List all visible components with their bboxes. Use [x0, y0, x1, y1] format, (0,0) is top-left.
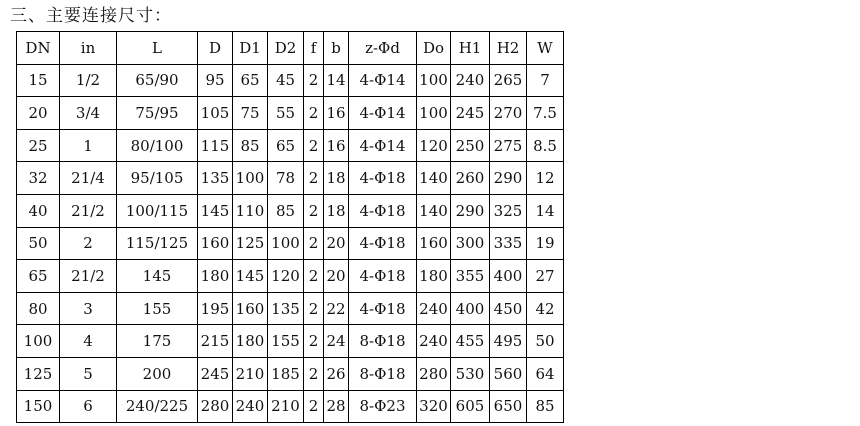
table-cell: 1 [60, 129, 117, 162]
table-cell: 145 [233, 260, 268, 293]
table-cell: 155 [268, 325, 304, 358]
table-cell: 275 [490, 129, 527, 162]
table-cell: 240 [417, 292, 451, 325]
table-cell: 2 [304, 97, 324, 130]
table-cell: 18 [324, 194, 349, 227]
table-cell: 14 [527, 194, 564, 227]
table-cell: 4-Φ18 [349, 292, 417, 325]
table-cell: 185 [268, 357, 304, 390]
header-row [17, 32, 564, 65]
table-cell: 22 [324, 292, 349, 325]
table-cell: 160 [417, 227, 451, 260]
table-cell: 8-Φ18 [349, 325, 417, 358]
table-cell: 100 [417, 64, 451, 97]
table-cell: 75 [233, 97, 268, 130]
table-cell: 125 [233, 227, 268, 260]
table-cell: 100 [17, 325, 60, 358]
table-cell: 80/100 [117, 129, 198, 162]
table-cell: 115/125 [117, 227, 198, 260]
table-cell: 150 [17, 390, 60, 423]
table-cell: 210 [233, 357, 268, 390]
table-cell: 55 [268, 97, 304, 130]
table-cell: 65 [17, 260, 60, 293]
table-cell: 25 [17, 129, 60, 162]
table-cell: 2 [304, 390, 324, 423]
table-cell: 26 [324, 357, 349, 390]
table-cell: 240/225 [117, 390, 198, 423]
table-cell: 120 [417, 129, 451, 162]
table-cell: 400 [490, 260, 527, 293]
table-cell: 2 [304, 357, 324, 390]
column-header: W [527, 32, 564, 65]
table-cell: 2 [304, 227, 324, 260]
column-header: DN [17, 32, 60, 65]
table-cell: 100 [233, 162, 268, 195]
table-cell: 16 [324, 97, 349, 130]
table-row [17, 129, 564, 162]
table-row [17, 162, 564, 195]
table-cell: 2 [304, 260, 324, 293]
table-cell: 75/95 [117, 97, 198, 130]
table-cell: 85 [527, 390, 564, 423]
table-cell: 20 [324, 227, 349, 260]
table-cell: 240 [451, 64, 490, 97]
table-cell: 3 [60, 292, 117, 325]
table-cell: 4 [60, 325, 117, 358]
table-row [17, 194, 564, 227]
table-cell: 42 [527, 292, 564, 325]
table-body [17, 32, 564, 423]
table-row [17, 227, 564, 260]
table-cell: 4-Φ14 [349, 64, 417, 97]
table-cell: 100 [268, 227, 304, 260]
table-cell: 50 [527, 325, 564, 358]
table-cell: 245 [198, 357, 233, 390]
table-cell: 325 [490, 194, 527, 227]
column-header: Do [417, 32, 451, 65]
table-cell: 335 [490, 227, 527, 260]
table-cell: 16 [324, 129, 349, 162]
table-cell: 2 [304, 194, 324, 227]
table-cell: 3/4 [60, 97, 117, 130]
table-cell: 95 [198, 64, 233, 97]
table-cell: 320 [417, 390, 451, 423]
table-cell: 19 [527, 227, 564, 260]
column-header: H2 [490, 32, 527, 65]
table-cell: 160 [233, 292, 268, 325]
table-cell: 28 [324, 390, 349, 423]
table-cell: 180 [233, 325, 268, 358]
table-row [17, 97, 564, 130]
table-cell: 180 [198, 260, 233, 293]
column-header: b [324, 32, 349, 65]
table-cell: 2 [304, 64, 324, 97]
table-cell: 560 [490, 357, 527, 390]
table-cell: 8.5 [527, 129, 564, 162]
table-row [17, 325, 564, 358]
table-cell: 40 [17, 194, 60, 227]
table-cell: 7 [527, 64, 564, 97]
table-row [17, 64, 564, 97]
table-cell: 20 [17, 97, 60, 130]
table-cell: 110 [233, 194, 268, 227]
table-cell: 290 [490, 162, 527, 195]
section-heading: 三、主要连接尺寸： [10, 6, 172, 26]
table-cell: 50 [17, 227, 60, 260]
table-cell: 100/115 [117, 194, 198, 227]
table-cell: 355 [451, 260, 490, 293]
table-cell: 115 [198, 129, 233, 162]
table-cell: 280 [198, 390, 233, 423]
table-cell: 2 [304, 129, 324, 162]
table-cell: 140 [417, 194, 451, 227]
table-cell: 450 [490, 292, 527, 325]
table-cell: 145 [198, 194, 233, 227]
connection-dimensions-table [16, 31, 564, 423]
table-cell: 135 [198, 162, 233, 195]
column-header: z-Φd [349, 32, 417, 65]
table-cell: 120 [268, 260, 304, 293]
table-cell: 270 [490, 97, 527, 130]
column-header: f [304, 32, 324, 65]
table-cell: 95/105 [117, 162, 198, 195]
table-cell: 2 [60, 227, 117, 260]
table-cell: 100 [417, 97, 451, 130]
table-cell: 2 [304, 325, 324, 358]
table-cell: 180 [417, 260, 451, 293]
table-cell: 280 [417, 357, 451, 390]
table-cell: 140 [417, 162, 451, 195]
table-cell: 135 [268, 292, 304, 325]
table-cell: 160 [198, 227, 233, 260]
table-cell: 32 [17, 162, 60, 195]
table-cell: 245 [451, 97, 490, 130]
table-cell: 400 [451, 292, 490, 325]
table-cell: 240 [233, 390, 268, 423]
table-cell: 650 [490, 390, 527, 423]
table-cell: 64 [527, 357, 564, 390]
table-cell: 2 [304, 162, 324, 195]
table-cell: 1/2 [60, 64, 117, 97]
table-cell: 12 [527, 162, 564, 195]
table-cell: 605 [451, 390, 490, 423]
table-cell: 45 [268, 64, 304, 97]
table-cell: 4-Φ14 [349, 97, 417, 130]
table-cell: 530 [451, 357, 490, 390]
table-cell: 125 [17, 357, 60, 390]
table-cell: 210 [268, 390, 304, 423]
table-cell: 4-Φ18 [349, 162, 417, 195]
table-cell: 15 [17, 64, 60, 97]
table-cell: 65 [268, 129, 304, 162]
table-cell: 21/2 [60, 194, 117, 227]
table-cell: 24 [324, 325, 349, 358]
table-cell: 200 [117, 357, 198, 390]
table-cell: 195 [198, 292, 233, 325]
table-cell: 4-Φ14 [349, 129, 417, 162]
table-row [17, 292, 564, 325]
table-cell: 250 [451, 129, 490, 162]
table-cell: 65 [233, 64, 268, 97]
table-cell: 27 [527, 260, 564, 293]
table-cell: 290 [451, 194, 490, 227]
table-cell: 175 [117, 325, 198, 358]
table-cell: 455 [451, 325, 490, 358]
table-cell: 20 [324, 260, 349, 293]
column-header: D [198, 32, 233, 65]
table-cell: 260 [451, 162, 490, 195]
table-cell: 2 [304, 292, 324, 325]
table-cell: 4-Φ18 [349, 260, 417, 293]
table-cell: 21/2 [60, 260, 117, 293]
table-cell: 8-Φ23 [349, 390, 417, 423]
table-cell: 300 [451, 227, 490, 260]
table-cell: 21/4 [60, 162, 117, 195]
column-header: in [60, 32, 117, 65]
table-cell: 495 [490, 325, 527, 358]
column-header: H1 [451, 32, 490, 65]
table-cell: 78 [268, 162, 304, 195]
table-row [17, 357, 564, 390]
table-row [17, 390, 564, 423]
table-cell: 18 [324, 162, 349, 195]
table-cell: 85 [233, 129, 268, 162]
table-cell: 7.5 [527, 97, 564, 130]
column-header: D1 [233, 32, 268, 65]
column-header: D2 [268, 32, 304, 65]
table-cell: 85 [268, 194, 304, 227]
table-cell: 14 [324, 64, 349, 97]
table-cell: 265 [490, 64, 527, 97]
table-cell: 215 [198, 325, 233, 358]
table-cell: 240 [417, 325, 451, 358]
column-header: L [117, 32, 198, 65]
table-cell: 80 [17, 292, 60, 325]
table-cell: 4-Φ18 [349, 194, 417, 227]
table-cell: 145 [117, 260, 198, 293]
table-cell: 105 [198, 97, 233, 130]
table-cell: 4-Φ18 [349, 227, 417, 260]
table-cell: 6 [60, 390, 117, 423]
table-cell: 5 [60, 357, 117, 390]
table-cell: 155 [117, 292, 198, 325]
table-cell: 65/90 [117, 64, 198, 97]
table-row [17, 260, 564, 293]
table-cell: 8-Φ18 [349, 357, 417, 390]
